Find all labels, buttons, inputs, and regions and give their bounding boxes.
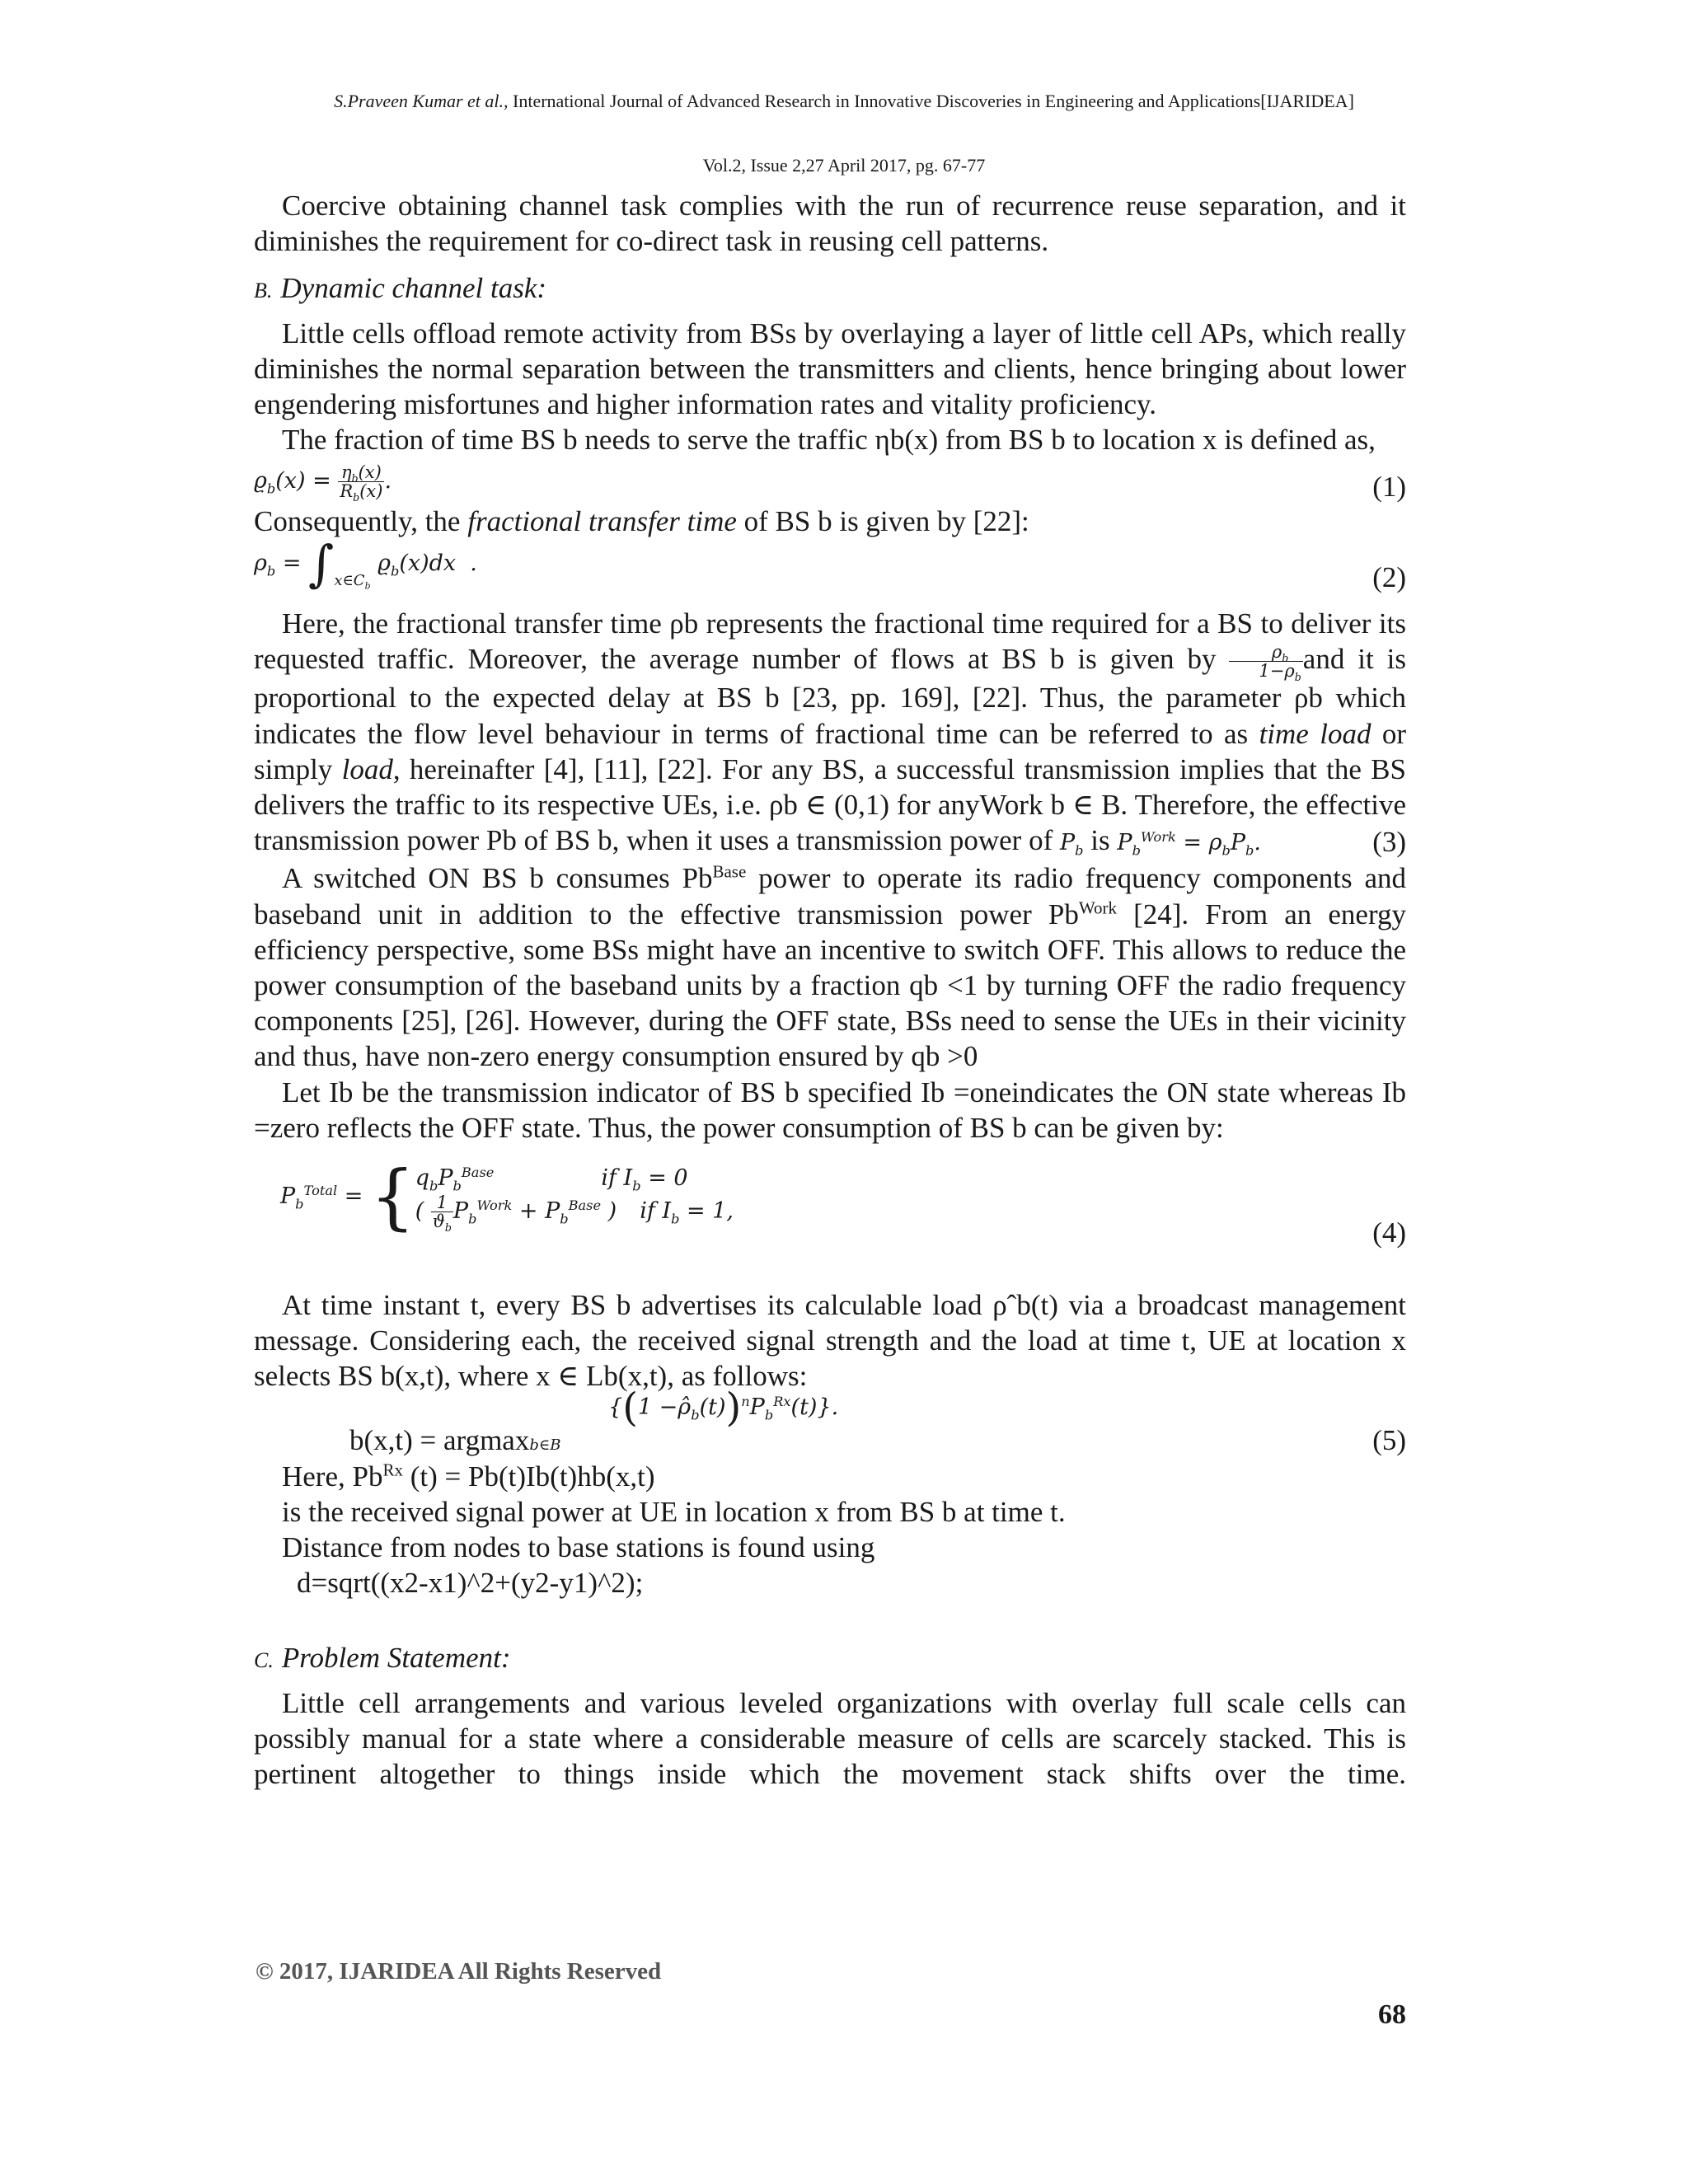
successful-transmission-text: , hereinafter [4], [11], [22]. For any BS, a successful transmission implies that the BS delivers the traffic to its respective UEs, i.e. ρb ∈ (0,1) for anyWork b ∈ B. Therefore, the effective transmission power Pb of BS b, when it uses a transmission power of <box>254 752 1406 857</box>
eq4-formula: $P_b^{Total}$ = { $q_bP_b^{Base}$ if $I_b = 0$ ( $\frac{1}{ϑ_b}$ $P_b^{Work} + P_b^{Base}$ ) if $I_b = 1$, <box>280 1155 734 1239</box>
section-title-c: Problem Statement: <box>281 1642 511 1675</box>
paragraph-little-cells: Little cells offload remote activity from BSs by overlaying a layer of little cell APs, which really diminishes the normal separation between the transmitters and clients, hence bringing about lower engendering misfortunes and higher information rates and vitality proficiency. <box>254 316 1406 421</box>
eq2-number: (2) <box>1372 560 1406 593</box>
equation-4 <box>254 1155 1406 1249</box>
here-fractional-text: Here, the fractional transfer time ρb represents the fractional time required for a BS to deliver its requested traffic. Moreover, the average number of flows at BS b is given by <box>254 607 1406 675</box>
eq5-argmax-subscript: b∈B <box>529 1436 561 1454</box>
load-term: load <box>341 752 393 785</box>
paragraph-here-prx <box>254 1459 1406 1494</box>
eq1-formula: $ϱ_b(x)$ = $\frac{\eta_b(x)}{R_b(x)}$ . <box>254 462 392 504</box>
header-journal: International Journal of Advanced Research in Innovative Discoveries in Engineering and Applications[IJARIDEA] <box>508 91 1354 111</box>
paragraph-problem-statement: Little cell arrangements and various leveled organizations with overlay full scale cells can possibly manual for a state where a considerable measure of cells are scarcely stacked. This is pertinent altogether to things inside which the movement stack shifts over the time. <box>254 1686 1406 1790</box>
eq3-formula: $P_b^{Work} = \rho_bP_b$. <box>1117 829 1261 859</box>
paragraph-received-signal: is the received signal power at UE in location x from BS b at time t. <box>282 1495 1066 1528</box>
consequently-text: Consequently, the <box>254 505 468 538</box>
paragraph-let-ib: Let Ib be the transmission indicator of BS b specified Ib =oneindicates the ON state whereas Ib =zero reflects the OFF state. Thus, the power consumption of BS b can be given by: <box>254 1076 1406 1144</box>
switched-on-text: A switched ON BS b consumes Pb <box>282 862 713 895</box>
paragraph-distance: Distance from nodes to base stations is found using <box>282 1530 875 1563</box>
eq3-inline-pb: $P_b$ <box>1059 830 1084 859</box>
paragraph-fraction-time: The fraction of time BS b needs to serve the traffic ηb(x) from BS b to location x is defined as, <box>282 424 1376 457</box>
rx-superscript: Rx <box>382 1459 403 1479</box>
time-load-term: time load <box>1259 717 1372 750</box>
eq3-number: (3) <box>1372 826 1406 859</box>
paragraph-switched-on <box>254 860 1406 1074</box>
work-superscript: Work <box>1078 897 1117 917</box>
header-volume: Vol.2, Issue 2,27 April 2017, pg. 67-77 <box>702 155 986 176</box>
eq5-number: (5) <box>1372 1423 1406 1456</box>
distance-formula: d=sqrt((x2-x1)^2+(y2-y1)^2); <box>297 1567 644 1600</box>
paragraph-time-instant: At time instant t, every BS b advertises its calculable load ρˆb(t) via a broadcast management message. Considering each, the received signal strength and the load at time t, UE at location x selects BS b(x,t), where x ∈ Lb(x,t), as follows: <box>254 1288 1406 1393</box>
eq5-formula: $\{(1 -\rhô_b(t))^nP_b^{Rx}(t)\}$. <box>608 1384 839 1431</box>
eq5-argmax: b(x,t) = argmax <box>349 1423 530 1456</box>
section-heading-b <box>254 270 1406 308</box>
page-number: 68 <box>1378 1999 1406 2030</box>
paragraph-consequently <box>254 504 1406 539</box>
copyright-footer: © 2017, IJARIDEA All Rights Reserved <box>256 1958 662 1985</box>
running-header <box>254 89 1434 113</box>
consequently-tail: of BS b is given by [22]: <box>736 505 1029 538</box>
avg-flows-fraction: $\frac{\rho_b}{1-\rho_b}$ <box>1229 643 1302 680</box>
section-title-b: Dynamic channel task: <box>280 272 547 305</box>
section-letter-c: C. <box>254 1648 274 1673</box>
here-prx-text: Here, Pb <box>282 1460 383 1493</box>
energy-efficiency-text: [24]. From an energy efficiency perspective, some BSs might have an incentive to switch OFF. This allows to reduce the power consumption of the baseband units by a fraction qb <1 by turning OFF the radio frequency components [25], [26]. However, during the OFF state, BSs need to sense the UEs in their vicinity and thus, have non-zero energy consumption ensured by qb >0 <box>254 898 1406 1073</box>
equation-2 <box>254 535 1406 594</box>
section-letter-b: B. <box>254 279 273 303</box>
base-superscript: Base <box>712 861 747 882</box>
paragraph-coercive: Coercive obtaining channel task complies with the run of recurrence reuse separation, and it diminishes the requirement for co-direct task in reusing cell patterns. <box>254 190 1406 258</box>
header-authors: S.Praveen Kumar et al., <box>334 91 509 111</box>
fractional-transfer-time-term: fractional transfer time <box>467 505 737 538</box>
proportional-text: and it is proportional to the expected delay at BS b [23, pp. 169], [22]. Thus, the parameter ρb which indicates the flow level behaviour in terms of fractional time can be referred to as <box>254 642 1407 750</box>
article-body <box>254 188 1406 1792</box>
baseband-text: power to operate its radio frequency components and baseband unit in addition to the effective transmission power Pb <box>254 862 1406 930</box>
equation-5 <box>254 1384 1406 1459</box>
eq2-formula: $\rho_b = \int_{x\in C_b}$ $ϱ_b(x)dx$ . <box>254 535 477 593</box>
paragraph-here-fractional <box>254 606 1406 861</box>
eq1-number: (1) <box>1372 471 1406 504</box>
is-text: is <box>1083 824 1118 857</box>
eq4-number: (4) <box>1372 1216 1406 1249</box>
prx-definition: (t) = Pb(t)Ib(t)hb(x,t) <box>402 1460 655 1493</box>
section-heading-c <box>254 1640 1406 1678</box>
or-simply-text: or simply <box>254 717 1407 785</box>
equation-1 <box>254 461 1406 504</box>
eq5-lhs <box>349 1422 560 1463</box>
